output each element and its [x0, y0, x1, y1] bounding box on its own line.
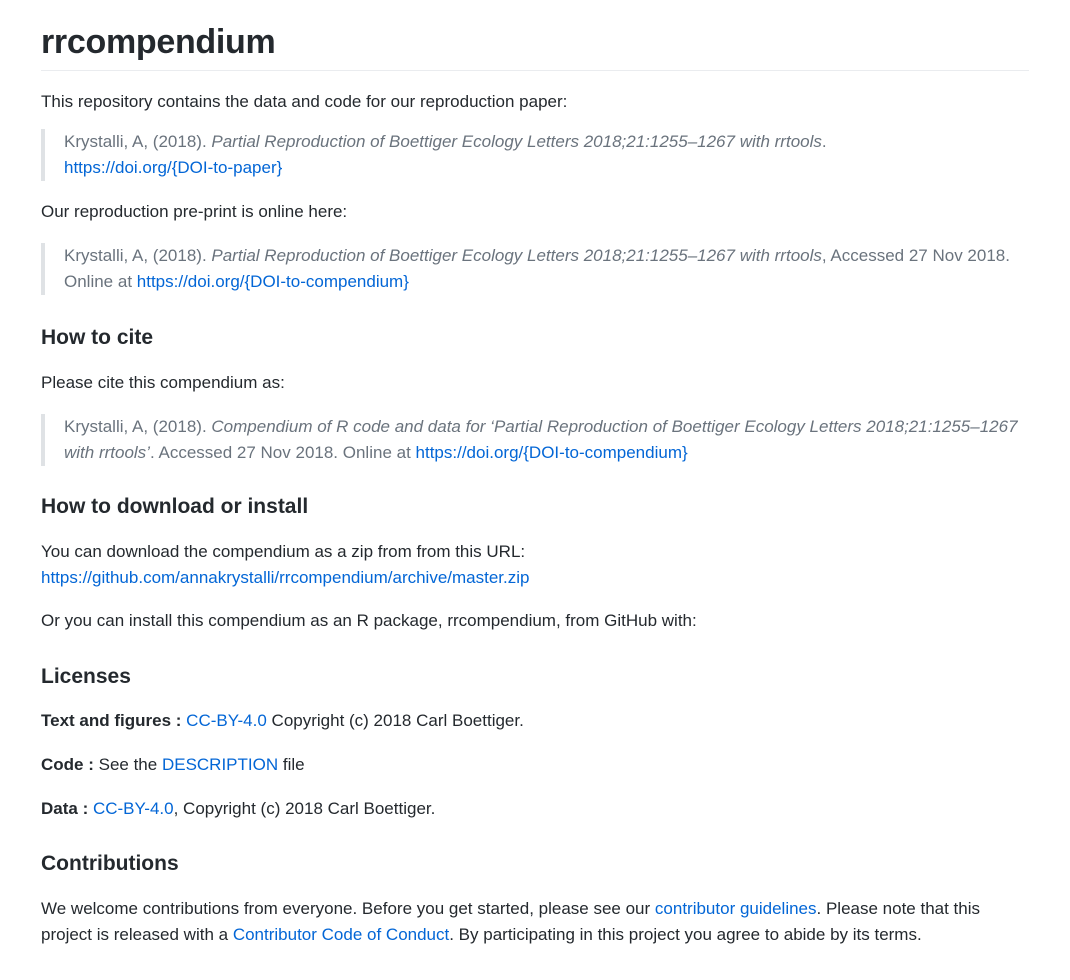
- contributions-text: [41, 896, 1029, 948]
- download-text: [41, 539, 1029, 591]
- paper-citation-authors: Krystalli, A, (2018).: [64, 132, 212, 151]
- license-text-figures-link[interactable]: CC-BY-4.0: [186, 711, 267, 730]
- preprint-citation-title: Partial Reproduction of Boettiger Ecology Letters 2018;21:1255–1267 with rrtools: [211, 246, 822, 265]
- page-title: rrcompendium: [41, 16, 1029, 71]
- compendium-citation-after-title: . Accessed 27 Nov 2018. Online at: [149, 443, 416, 462]
- license-data-label: Data :: [41, 799, 89, 818]
- description-file-link[interactable]: DESCRIPTION: [161, 755, 279, 774]
- license-code: [41, 752, 1029, 778]
- license-data-link[interactable]: CC-BY-4.0: [92, 799, 174, 818]
- code-of-conduct-link[interactable]: Contributor Code of Conduct: [232, 925, 450, 944]
- how-to-cite-text: Please cite this compendium as:: [41, 373, 285, 392]
- license-code-before: See the: [93, 755, 162, 774]
- download-instructions: You can download the compendium as a zip from from this URL:: [41, 542, 526, 561]
- contributions-text-1: We welcome contributions from everyone. Before you get started, please see our: [41, 899, 655, 918]
- compendium-citation-quote: [41, 414, 1029, 466]
- how-to-cite-heading: How to cite: [41, 326, 154, 349]
- compendium-doi-link[interactable]: https://doi.org/{DOI-to-compendium}: [415, 443, 688, 462]
- compendium-citation-authors: Krystalli, A, (2018).: [64, 417, 212, 436]
- paper-citation-after-title: .: [821, 132, 827, 151]
- zip-download-link[interactable]: https://github.com/annakrystalli/rrcompendium/archive/master.zip: [41, 568, 530, 587]
- license-code-after: file: [278, 755, 305, 774]
- contributor-guidelines-link[interactable]: contributor guidelines: [654, 899, 817, 918]
- licenses-heading: Licenses: [41, 665, 131, 688]
- install-text: Or you can install this compendium as an R package, rrcompendium, from GitHub with:: [41, 611, 697, 630]
- download-heading: How to download or install: [41, 495, 309, 518]
- preprint-citation-quote: [41, 243, 1029, 295]
- license-data-rest: , Copyright (c) 2018 Carl Boettiger.: [173, 799, 436, 818]
- intro-text: This repository contains the data and code for our reproduction paper:: [41, 92, 568, 111]
- paper-citation-quote: [41, 129, 1029, 181]
- preprint-citation-authors: Krystalli, A, (2018).: [64, 246, 212, 265]
- paper-doi-link[interactable]: https://doi.org/{DOI-to-paper}: [64, 158, 283, 177]
- license-text-figures-rest: Copyright (c) 2018 Carl Boettiger.: [266, 711, 524, 730]
- preprint-doi-link[interactable]: https://doi.org/{DOI-to-compendium}: [136, 272, 409, 291]
- license-text-figures: [41, 708, 1029, 734]
- license-data: [41, 796, 1029, 822]
- compendium-citation-title: Compendium of R code and data for ‘Partial Reproduction of Boettiger Ecology Letters 2018;21:1255–1267 with rrtools’: [64, 417, 1018, 462]
- license-code-label: Code :: [41, 755, 94, 774]
- contributions-heading: Contributions: [41, 852, 179, 875]
- preprint-citation-after-title: , Accessed 27 Nov 2018. Online at: [64, 246, 1010, 291]
- paper-citation-title: Partial Reproduction of Boettiger Ecology Letters 2018;21:1255–1267 with rrtools: [211, 132, 822, 151]
- readme-content: [41, 0, 1029, 948]
- contributions-text-3: . By participating in this project you agree to abide by its terms.: [449, 925, 922, 944]
- license-text-figures-label: Text and figures :: [41, 711, 182, 730]
- preprint-intro-text: Our reproduction pre-print is online here:: [41, 202, 348, 221]
- contributions-text-2: . Please note that this project is released with a: [41, 899, 981, 944]
